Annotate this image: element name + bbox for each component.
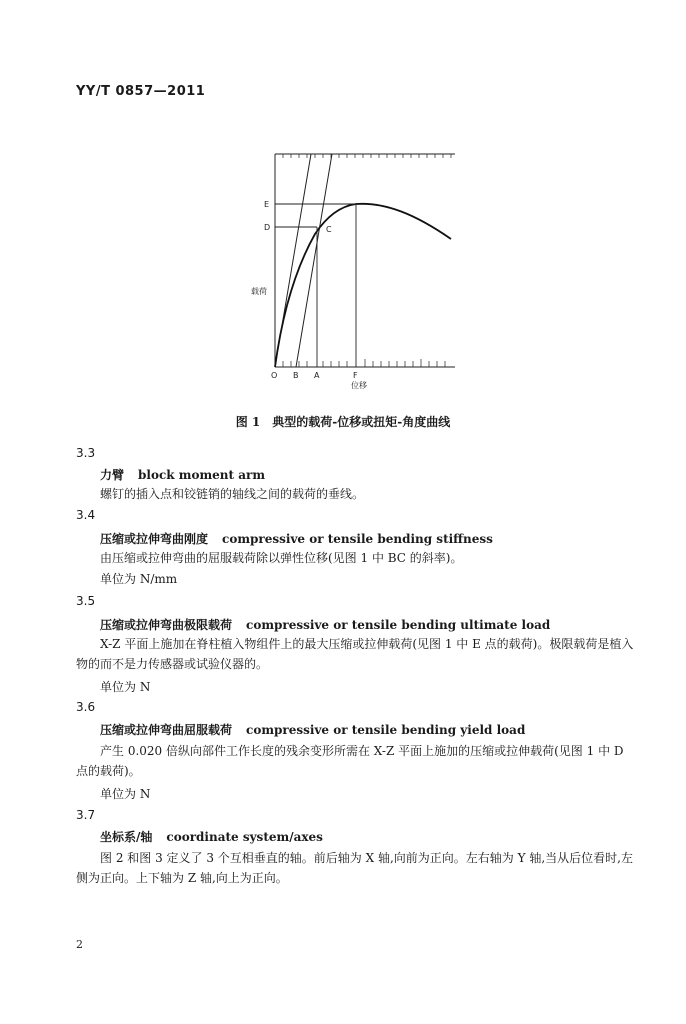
figure-caption: 图 1 典型的载荷-位移或扭矩-角度曲线 bbox=[235, 415, 451, 429]
load-displacement-curve bbox=[275, 204, 451, 367]
y-axis-label: 载荷 bbox=[251, 287, 267, 296]
term-english: coordinate system/axes bbox=[166, 830, 323, 844]
definition-text: 螺钉的插入点和铰链销的轴线之间的载荷的垂线。 bbox=[100, 487, 365, 501]
definition-text: X-Z 平面上施加在脊柱植入物组件上的最大压缩或拉伸载荷(见图 1 中 E 点的载荷)。极限载荷是植入物的而不是力传感器或试验仪器的。 bbox=[76, 637, 634, 671]
section-number: 3.3 bbox=[76, 446, 96, 460]
term-chinese: 压缩或拉伸弯曲极限载荷 bbox=[100, 618, 233, 632]
section-number: 3.7 bbox=[76, 808, 96, 822]
term-english: compressive or tensile bending stiffness bbox=[222, 532, 493, 546]
unit-text: 单位为 N/mm bbox=[100, 572, 178, 586]
point-label-c: C bbox=[326, 225, 332, 234]
term-english: block moment arm bbox=[138, 468, 266, 482]
top-tick-marks bbox=[283, 154, 451, 158]
definition-text: 由压缩或拉伸弯曲的屈服载荷除以弹性位移(见图 1 中 BC 的斜率)。 bbox=[100, 551, 463, 565]
x-axis-label: 位移 bbox=[351, 381, 367, 390]
term-chinese: 压缩或拉伸弯曲刚度 bbox=[100, 532, 209, 546]
term-chinese: 压缩或拉伸弯曲屈服载荷 bbox=[100, 723, 233, 737]
term-heading bbox=[100, 721, 525, 738]
load-displacement-figure bbox=[251, 148, 465, 402]
term-heading bbox=[100, 466, 265, 483]
section-number: 3.5 bbox=[76, 594, 96, 608]
term-chinese: 力臂 bbox=[100, 468, 125, 482]
point-label-d: D bbox=[264, 223, 271, 232]
point-label-o: O bbox=[271, 371, 278, 380]
section-number: 3.6 bbox=[76, 700, 96, 714]
section-number: 3.4 bbox=[76, 508, 96, 522]
term-english: compressive or tensile bending yield load bbox=[246, 723, 526, 737]
point-label-e: E bbox=[264, 200, 270, 209]
unit-text: 单位为 N bbox=[100, 787, 151, 801]
bottom-tick-marks bbox=[283, 359, 445, 367]
definition-text: 图 2 和图 3 定义了 3 个互相垂直的轴。前后轴为 X 轴,向前为正向。左右轴为 Y 轴,当从后位看时,左侧为正向。上下轴为 Z 轴,向上为正向。 bbox=[76, 851, 633, 885]
term-chinese: 坐标系/轴 bbox=[100, 830, 153, 844]
term-heading bbox=[100, 616, 550, 633]
point-label-a: A bbox=[314, 371, 320, 380]
term-heading bbox=[100, 530, 493, 547]
definition-text: 产生 0.020 倍纵向部件工作长度的残余变形所需在 X-Z 平面上施加的压缩或拉伸载荷(见图 1 中 D 点的载荷)。 bbox=[76, 744, 624, 778]
load-displacement-curve-svg bbox=[251, 148, 465, 398]
point-label-b: B bbox=[293, 371, 299, 380]
point-label-f: F bbox=[353, 371, 358, 380]
term-heading bbox=[100, 828, 323, 845]
term-english: compressive or tensile bending ultimate load bbox=[246, 618, 551, 632]
unit-text: 单位为 N bbox=[100, 680, 151, 694]
standard-number: YY/T 0857—2011 bbox=[76, 84, 206, 99]
page-number: 2 bbox=[76, 938, 83, 951]
